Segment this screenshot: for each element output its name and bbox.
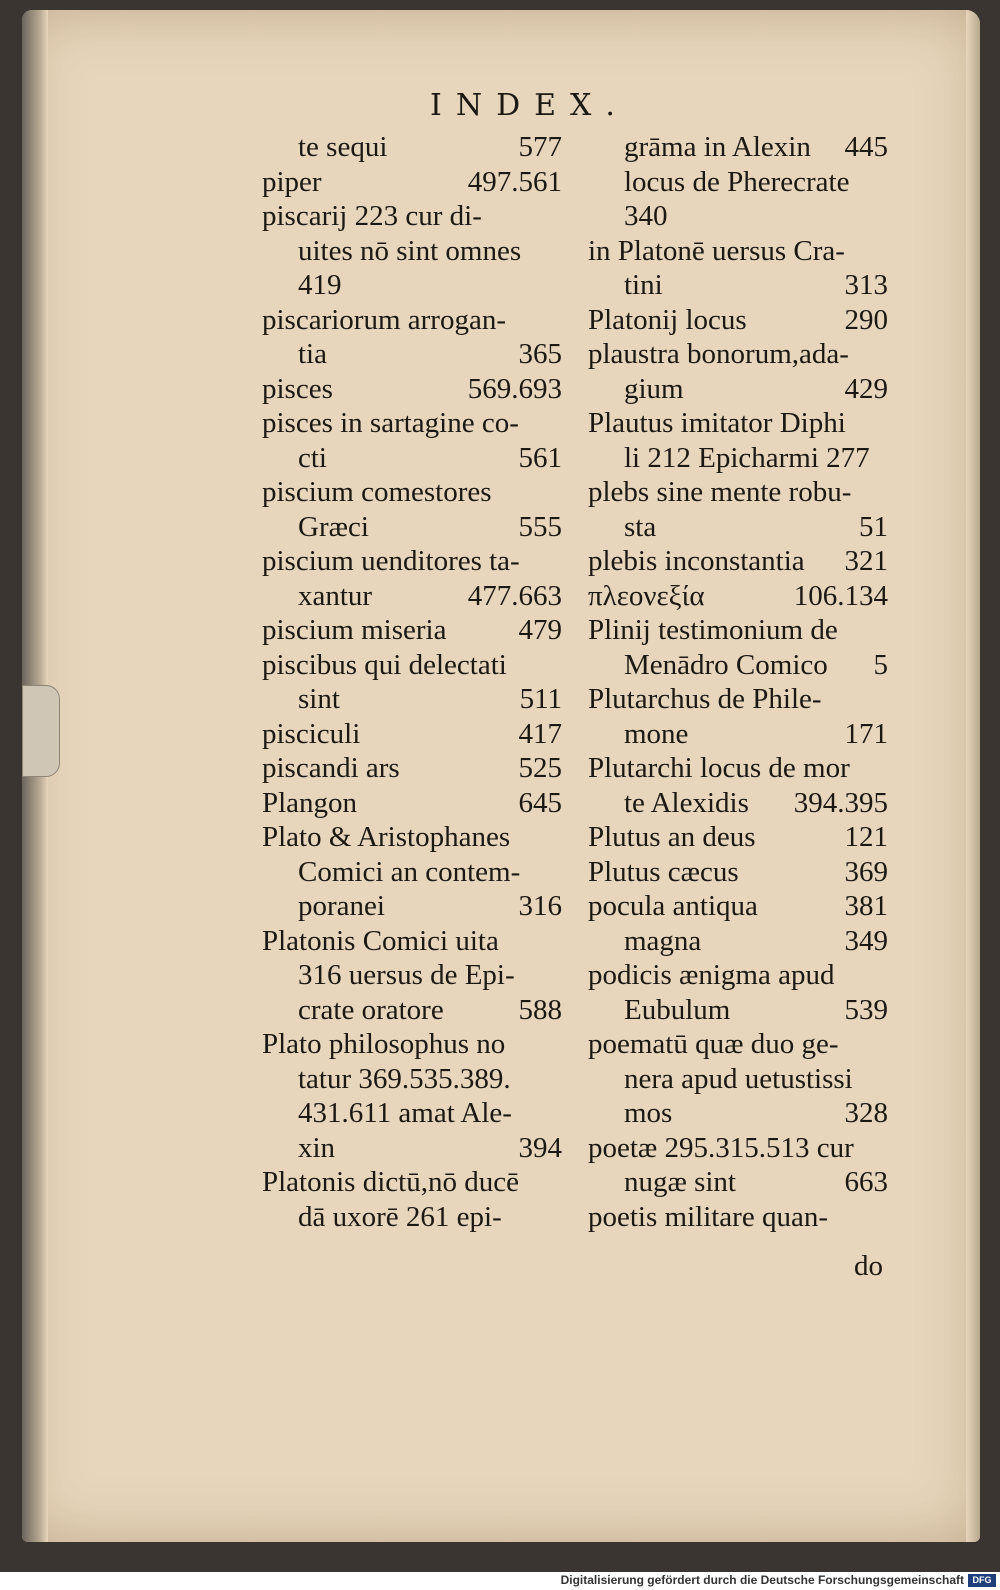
index-entry-text: nugæ sint — [624, 1166, 736, 1198]
index-entry-text: piscandi ars — [262, 752, 400, 784]
index-entry-line — [262, 889, 562, 924]
index-entry-line — [262, 510, 562, 545]
index-entry-page-ref: 445 — [844, 131, 888, 163]
index-entry-line — [588, 1131, 888, 1166]
index-entry-line — [262, 199, 562, 234]
index-entry-line — [588, 648, 888, 683]
index-entry-text: piper — [262, 165, 322, 198]
index-entry-line — [588, 1200, 888, 1235]
index-entry-text: Menādro Comico — [624, 648, 828, 681]
index-entry-text: tia — [298, 338, 327, 370]
index-entry-page-ref: 394 — [518, 1131, 562, 1164]
index-entry-page-ref: 497.561 — [467, 165, 562, 198]
index-entry-page-ref: 588 — [518, 993, 562, 1026]
index-entry-text: pocula antiqua — [588, 890, 758, 922]
index-entry-line — [262, 1131, 562, 1166]
index-entry-page-ref: 171 — [844, 717, 888, 750]
index-entry-text: Plutarchus de Phile- — [588, 683, 822, 715]
index-entry-page-ref: 394.395 — [793, 786, 888, 819]
index-entry-text: Eubulum — [624, 993, 731, 1026]
footer-credit: Digitalisierung gefördert durch die Deutsche Forschungsgemeinschaft — [560, 1573, 964, 1587]
index-entry-text: Plutus an deus — [588, 821, 756, 853]
index-entry-page-ref: 539 — [844, 993, 888, 1026]
index-entry-page-ref: 369 — [844, 855, 888, 888]
index-entry-text: plebs sine mente robu- — [588, 476, 852, 508]
index-entry-line — [588, 889, 888, 924]
index-entry-line — [588, 199, 888, 234]
index-entry-line — [262, 682, 562, 717]
index-entry-line — [262, 1027, 562, 1062]
index-entry-line — [262, 751, 562, 786]
index-entry-line — [262, 1096, 562, 1131]
index-entry-text: uites nō sint omnes — [298, 234, 522, 267]
index-entry-line — [262, 1200, 562, 1235]
index-entry-text: sta — [624, 510, 657, 543]
index-entry-text: pisciculi — [262, 717, 361, 750]
index-entry-text: tatur 369.535.389. — [298, 1062, 511, 1095]
index-entry-text: xin — [298, 1131, 336, 1164]
index-entry-line — [262, 268, 562, 303]
index-entry-line — [588, 993, 888, 1028]
index-entry-line — [588, 234, 888, 269]
catchword: do — [854, 1250, 883, 1282]
index-entry-text: 419 — [298, 269, 342, 301]
index-entry-line — [262, 441, 562, 476]
footer-bar — [0, 1572, 1000, 1590]
index-entry-text: Græci — [298, 510, 369, 543]
index-entry-line — [262, 648, 562, 683]
index-entry-text: 316 uersus de Epi- — [298, 959, 515, 991]
index-entry-text: Plato philosophus no — [262, 1028, 506, 1060]
index-entry-line — [262, 786, 562, 821]
index-entry-page-ref: 511 — [519, 683, 562, 715]
index-entry-text: gium — [624, 372, 684, 405]
index-entry-line — [262, 924, 562, 959]
index-entry-line — [262, 303, 562, 338]
index-entry-page-ref: 349 — [844, 924, 888, 957]
index-entry-line — [588, 475, 888, 510]
index-entry-text: xantur — [298, 579, 373, 612]
index-entry-page-ref: 569.693 — [467, 372, 562, 405]
index-entry-text: crate oratore — [298, 993, 444, 1026]
index-entry-text: πλεονεξία — [588, 579, 705, 612]
index-entry-line — [588, 303, 888, 338]
index-entry-text: Plato & Aristophanes — [262, 821, 511, 853]
index-entry-line — [588, 958, 888, 993]
index-entry-text: piscariorum arrogan- — [262, 303, 506, 336]
index-entry-text: Platonis dictū,nō ducē — [262, 1166, 519, 1198]
index-entry-line — [262, 234, 562, 269]
index-entry-page-ref: 5 — [873, 648, 888, 681]
index-entry-line — [262, 165, 562, 200]
index-entry-text: poematū quæ duo ge- — [588, 1028, 839, 1060]
index-entry-text: 340 — [624, 200, 668, 232]
index-entry-text: Plinij testimonium de — [588, 614, 838, 646]
index-entry-line — [262, 544, 562, 579]
index-entry-line — [588, 441, 888, 476]
index-entry-line — [262, 337, 562, 372]
index-entry-line — [588, 1027, 888, 1062]
index-entry-line — [588, 820, 888, 855]
index-entry-line — [262, 855, 562, 890]
index-entry-text: Platonij locus — [588, 303, 747, 336]
index-entry-text: in Platonē uersus Cra- — [588, 234, 845, 267]
page-clip — [22, 685, 60, 777]
index-entry-line — [588, 406, 888, 441]
index-entry-text: Comici an contem- — [298, 855, 521, 888]
index-entry-text: Plangon — [262, 786, 358, 819]
index-entry-page-ref: 328 — [844, 1097, 888, 1129]
index-entry-text: sint — [298, 683, 340, 715]
index-entry-line — [588, 1165, 888, 1200]
index-entry-text: magna — [624, 924, 702, 957]
index-entry-line — [262, 1062, 562, 1097]
index-entry-text: Plutus cæcus — [588, 855, 739, 888]
index-entry-line — [262, 958, 562, 993]
index-entry-line — [588, 855, 888, 890]
index-entry-line — [588, 268, 888, 303]
index-entry-page-ref: 429 — [844, 372, 888, 405]
index-entry-text: piscibus qui delectati — [262, 648, 507, 681]
index-entry-page-ref: 381 — [844, 890, 888, 922]
index-entry-line — [588, 372, 888, 407]
index-entry-line — [588, 717, 888, 752]
index-entry-line — [262, 130, 562, 165]
index-entry-page-ref: 555 — [518, 510, 562, 543]
index-entry-text: Plutarchi locus de mor — [588, 752, 850, 784]
index-entry-page-ref: 365 — [518, 338, 562, 370]
index-entry-page-ref: 561 — [518, 441, 562, 474]
index-entry-text: pisces in sartagine co- — [262, 407, 519, 439]
index-entry-page-ref: 663 — [844, 1166, 888, 1198]
index-entry-page-ref: 479 — [518, 614, 562, 646]
index-entry-line — [588, 510, 888, 545]
index-entry-text: mone — [624, 717, 689, 750]
index-entry-line — [588, 613, 888, 648]
index-entry-text: poranei — [298, 890, 385, 922]
index-entry-line — [262, 406, 562, 441]
index-entry-page-ref: 417 — [518, 717, 562, 750]
index-entry-text: podicis ænigma apud — [588, 959, 835, 991]
index-entry-line — [262, 579, 562, 614]
index-column-right — [588, 130, 888, 1234]
index-entry-line — [588, 544, 888, 579]
index-entry-text: piscium uenditores ta- — [262, 545, 520, 577]
index-entry-line — [262, 820, 562, 855]
index-entry-text: piscium miseria — [262, 614, 447, 646]
index-entry-line — [588, 1062, 888, 1097]
index-entry-text: grāma in Alexin — [624, 131, 811, 163]
index-entry-line — [262, 993, 562, 1028]
index-entry-page-ref: 121 — [844, 821, 888, 853]
index-entry-text: poetæ 295.315.513 cur — [588, 1131, 854, 1164]
page-header: INDEX. — [430, 88, 629, 123]
index-entry-text: te Alexidis — [624, 786, 749, 819]
index-entry-line — [262, 717, 562, 752]
index-entry-page-ref: 645 — [518, 786, 562, 819]
index-entry-text: dā uxorē 261 epi- — [298, 1200, 502, 1233]
index-entry-text: plebis inconstantia — [588, 545, 805, 577]
index-entry-text: mos — [624, 1097, 673, 1129]
page-edge — [966, 10, 980, 1542]
index-entry-line — [588, 751, 888, 786]
index-entry-text: poetis militare quan- — [588, 1200, 828, 1233]
index-entry-page-ref: 313 — [844, 269, 888, 301]
index-entry-text: 431.611 amat Ale- — [298, 1097, 512, 1129]
index-entry-line — [588, 786, 888, 821]
index-entry-line — [262, 1165, 562, 1200]
index-entry-line — [588, 1096, 888, 1131]
index-entry-line — [588, 682, 888, 717]
index-entry-page-ref: 316 — [518, 890, 562, 922]
index-entry-page-ref: 477.663 — [467, 579, 562, 612]
index-entry-page-ref: 106.134 — [793, 579, 888, 612]
index-entry-text: pisces — [262, 372, 333, 405]
index-entry-line — [588, 924, 888, 959]
index-entry-text: plaustra bonorum,ada- — [588, 338, 849, 370]
index-entry-text: nera apud uetustissi — [624, 1062, 853, 1095]
index-column-left — [262, 130, 562, 1234]
index-entry-text: Plautus imitator Diphi — [588, 407, 846, 439]
dfg-logo: DFG — [968, 1574, 996, 1587]
index-entry-text: piscarij 223 cur di- — [262, 200, 482, 232]
index-entry-line — [262, 475, 562, 510]
index-entry-page-ref: 51 — [859, 510, 888, 543]
index-entry-line — [588, 165, 888, 200]
index-entry-page-ref: 525 — [518, 752, 562, 784]
index-entry-text: piscium comestores — [262, 476, 492, 508]
index-entry-text: cti — [298, 441, 327, 474]
index-entry-line — [588, 130, 888, 165]
index-entry-page-ref: 321 — [844, 545, 888, 577]
index-entry-line — [262, 613, 562, 648]
index-entry-text: li 212 Epicharmi 277 — [624, 441, 870, 474]
index-entry-page-ref: 290 — [844, 303, 888, 336]
index-entry-line — [262, 372, 562, 407]
index-entry-text: Platonis Comici uita — [262, 924, 499, 957]
index-entry-text: locus de Pherecrate — [624, 165, 850, 198]
index-entry-page-ref: 577 — [518, 131, 562, 163]
index-entry-text: tini — [624, 269, 663, 301]
index-entry-line — [588, 579, 888, 614]
index-entry-text: te sequi — [298, 131, 388, 163]
index-entry-line — [588, 337, 888, 372]
